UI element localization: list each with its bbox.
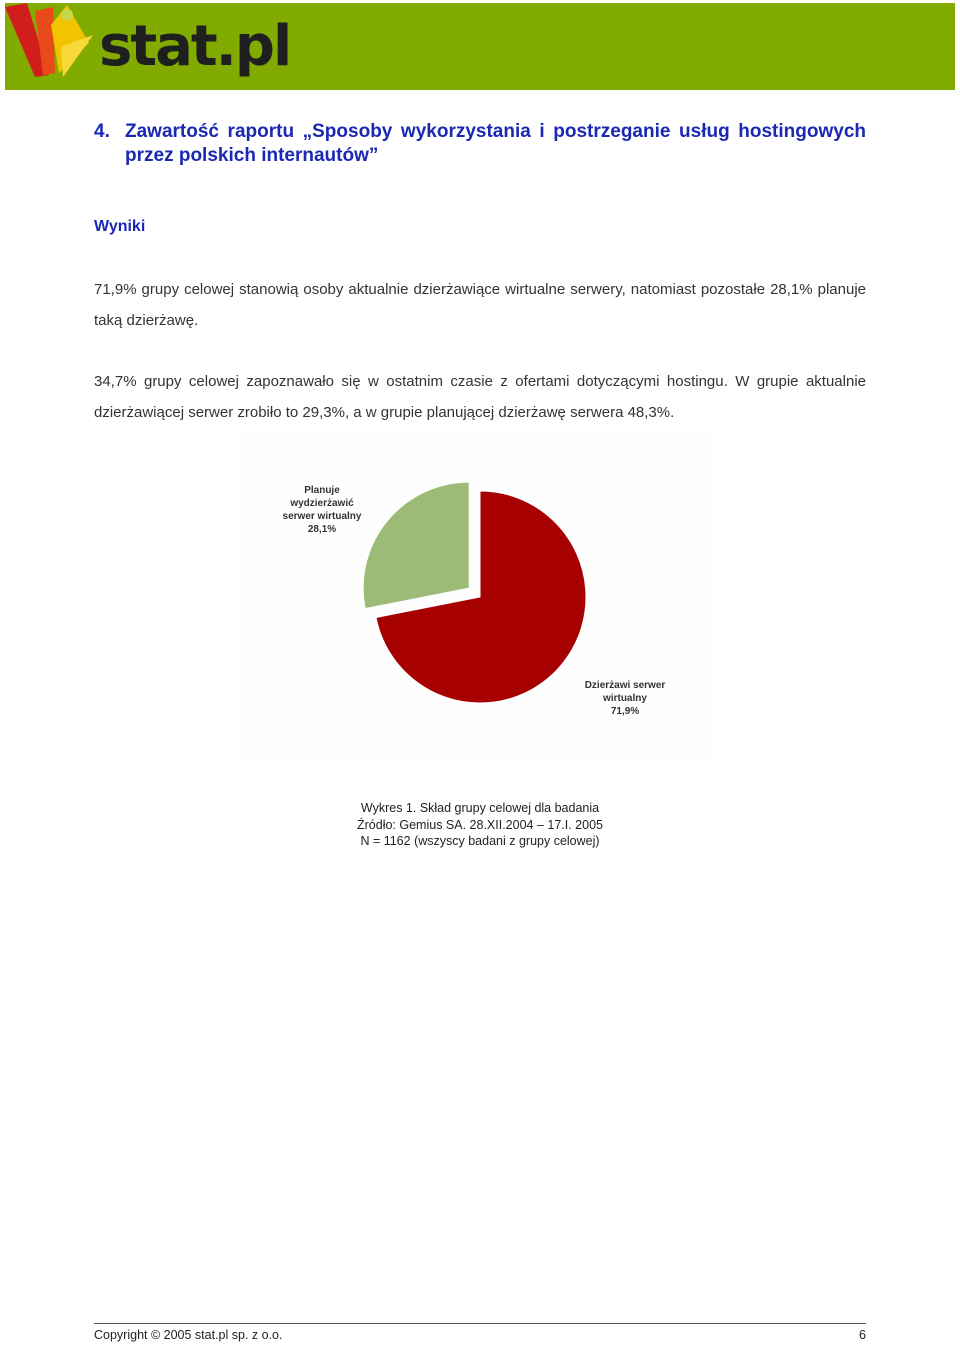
pie-slice-label-0: Dzierżawi serwer wirtualny 71,9% — [584, 680, 666, 717]
page-number: 6 — [859, 1328, 866, 1342]
results-subheading: Wyniki — [94, 218, 146, 235]
section-heading — [94, 120, 866, 168]
caption-title: Wykres 1. Skład grupy celowej dla badania — [360, 801, 600, 815]
paragraph-target-group: 71,9% grupy celowej stanowią osoby aktualnie dzierżawiące wirtualne serwery, natomiast pozostałe 28,1% planuje taką dzierżawę. — [94, 281, 866, 329]
figure-caption — [240, 800, 720, 850]
paragraph-offers: 34,7% grupy celowej zapoznawało się w ostatnim czasie z ofertami dotyczącymi hostingu. W grupie aktualnie dzierżawiącej serwer zrobiło to 29,3%, a w grupie planującej dzierżawę serwera 48,3%. — [94, 373, 866, 421]
page-footer — [94, 1323, 866, 1342]
pie-slice-1 — [363, 482, 469, 609]
caption-sample: N = 1162 (wszyscy badani z grupy celowej) — [360, 834, 600, 848]
pie-chart — [240, 433, 716, 760]
header-banner — [5, 3, 955, 90]
section-title: Zawartość raportu „Sposoby wykorzystania i postrzeganie usług hostingowych przez polskich internautów” — [125, 121, 866, 166]
section-number: 4. — [94, 121, 110, 142]
pie-chart-svg — [240, 433, 716, 760]
stat-logo-icon — [5, 3, 100, 90]
caption-source: Źródło: Gemius SA. 28.XII.2004 – 17.I. 2005 — [357, 817, 603, 832]
logo-text: stat.pl — [99, 14, 291, 79]
footer-copyright: Copyright © 2005 stat.pl sp. z o.o. — [94, 1328, 283, 1342]
pie-slice-label-1: Planuje wydzierżawić serwer wirtualny 28,1% — [282, 485, 362, 535]
